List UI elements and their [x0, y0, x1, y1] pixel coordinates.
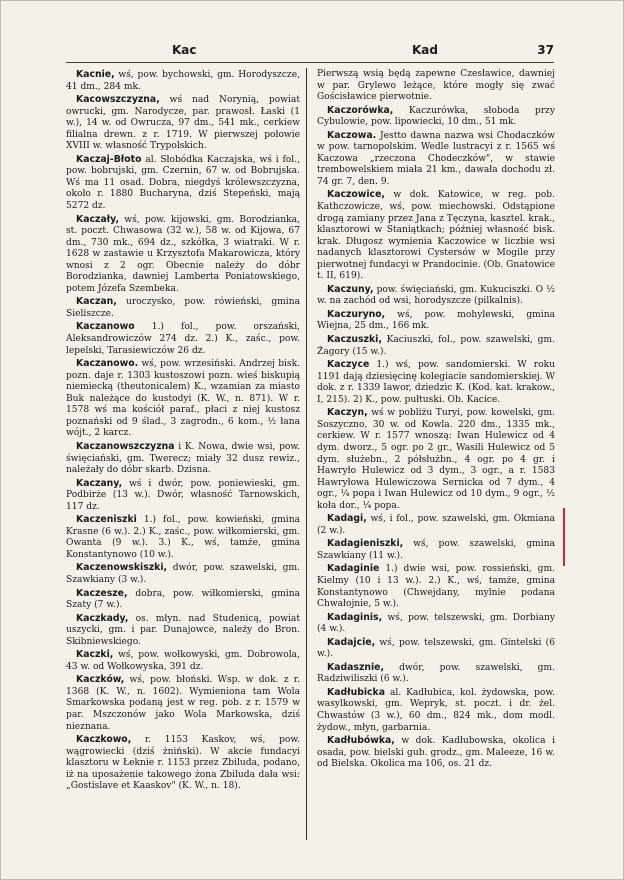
entry-text: wś, i fol., pow. szawelski, gm. Okmiana (2 w.).: [317, 514, 555, 536]
entry-text: dwór, pow. szawelski, gm. Radziwiliszki (6 w.).: [317, 662, 555, 685]
entry-headword: Kadaginis,: [327, 611, 383, 623]
entry-text: al. Kadłubica, kol. żydowska, pow. wasylkowski, gm. Wepryk, st. poczt. i dr. żel. Chwastów (3 w.), 60 dm., 824 mk., dom modl. żydow., młyn, garbarnia.: [317, 687, 555, 733]
dictionary-entry: [317, 735, 555, 771]
entry-headword: Kadłubówka,: [327, 735, 395, 747]
dictionary-entry: [317, 637, 555, 661]
entry-text: i K. Nowa, dwie wsi, pow. święciański, gm. Twerecz; miały 32 dusz rewiz., należały do dóbr skarb. Dzisna.: [66, 441, 300, 476]
running-head-left-word: Kac: [172, 43, 197, 57]
dictionary-entry: [66, 588, 300, 612]
dictionary-entry: [317, 359, 555, 406]
entry-headword: Kadagi,: [327, 513, 367, 525]
entry-headword: Kacnie,: [76, 69, 115, 80]
entry-headword: Kaczenowskiszki,: [76, 562, 168, 574]
entry-text: dobra, pow. wiłkomierski, gmina Szaty (7 w.).: [66, 588, 300, 611]
entry-text: wś, pow. kijowski, gm. Borodzianka, st. poczt. Chwasowa (32 w.), 58 w. od Kijowa, 67 dm., 730 mk., 694 dz., szkółka, 3 wiatraki. W r. 1628 w zastawie u Krzysztofa Makarowicza, który wnosi z 2 ogr. Obecnie należy do dóbr Borodzianka, dawniej Lamberta Poniatowskiego, potem Józefa Szembeka.: [66, 214, 300, 294]
dictionary-entry: [66, 478, 300, 514]
entry-text: wś, pow. szawelski, gmina Szawkiany (11 w.).: [317, 539, 555, 561]
entry-headword: Kadajcie,: [327, 636, 376, 648]
entry-headword: Kacowszczyzna,: [76, 94, 160, 106]
entry-text: wś w pobliżu Turyi, pow. kowelski, gm. Soszyczno, 30 w. od Kowla. 220 dm., 1335 mk., cerkiew. W r. 1577 wnoszą: Iwan Hulewicz od 4 dym. dworz., 5 ogr. po 2 gr., Wasili Hulewicz od 5 dym. służebn., 2 półsłużbn., 4 ogr. po 4 gr. i Hawryło Hulewicz od 3 dym., 3 ogr., a r. 1583 Hawryłowa Hulewiczowa Sernicka od 7 dym., 4 ogr., ¼ popa i Iwan Hulewicz od 10 dym., 9 ogr., ½ koła dor., ¼ popa.: [317, 408, 555, 511]
dictionary-entry: [66, 296, 300, 320]
dictionary-entry: [317, 662, 555, 686]
dictionary-entry: [66, 613, 300, 649]
dictionary-entry: [317, 407, 555, 512]
entry-text: al. Słobódka Kaczajska, wś i fol., pow. bobrujski, gm. Czernin, 67 w. od Bobrujska. Wś ma 11 osad. Dobra, niegdyś królewszczyzna, około r. 1880 Bucharyna, dziś Stepeński, mają 5272 dz.: [66, 154, 300, 212]
dictionary-entry: [317, 69, 555, 104]
left-column: [66, 69, 300, 794]
dictionary-entry: [66, 649, 300, 673]
dictionary-entry: [317, 513, 555, 537]
dictionary-entry: [317, 309, 555, 333]
dictionary-entry: [66, 674, 300, 733]
entry-text: w dok. Kadłubowska, okolica i osada, pow. bielski gub. grodz., gm. Maleeze, 16 w. od Bielska. Okolica ma 106, os. 21 dz.: [317, 736, 555, 770]
entry-text: Kaczurówka, słoboda przy Cybulowie, pow. lipowiecki, 10 dm., 51 mk.: [317, 105, 555, 128]
entry-text: wś, pow. wrzesiński. Andrzej bisk. pozn. daje r. 1303 kustoszowi pozn. wieś biskupią niemiecką (theutonicalem) K., wzamian za miasto Buk należące do kustodyi (K. W., n. 871). W r. 1578 wś ma kościół paraf., płaci z niej kustosz poznański od 9 ślad., 3 zagrodn., 6 kom., ½ łana wójt., 2 karcz.: [66, 359, 300, 439]
entry-text: wś, pow. bychowski, gm. Horodyszcze, 41 dm., 284 mk.: [66, 70, 300, 92]
dictionary-entry: [66, 94, 300, 153]
entry-text: w dok. Katowice, w reg. pob. Kathczowicze, wś, pow. miechowski. Odstąpione drogą zamiany przez Jana z Tęczyna, kasztel. krak., klasztorowi w Staniątkach; później własność bisk. krak. Długosz wymienia Kaczowice w liczbie wsi nadanych klasztorowi Cystersów w Mogile przy pierwotnej fundacyi w Prandocinie. (Ob. Gnatowice t. II, 619).: [317, 190, 555, 282]
entry-text: 1.) fol., pow. kowieński, gmina Krasne (6 w.). 2.) K., zaśc., pow. wiłkomierski, gm. Owanta (9 w.). 3.) K., wś, tamże, gmina Konstantynowo (10 w.).: [66, 515, 300, 560]
dictionary-entry: [66, 321, 300, 357]
dictionary-entry: [66, 69, 300, 93]
entry-text: wś, pow. telszewski, gm. Dorbiany (4 w.).: [317, 612, 555, 635]
entry-text: wś, pow. mohylewski, gmina Wiejna, 25 dm., 166 mk.: [317, 309, 555, 332]
entry-headword: Kaczanowo: [76, 321, 135, 333]
dictionary-entry: [317, 130, 555, 189]
dictionary-entry: [317, 563, 555, 610]
column-divider: [306, 68, 307, 840]
entry-text: 1.) fol., pow. orszański, Aleksandrowiczów 274 dz. 2.) K., zaśc., pow. lepelski, Tarasiewiczów 26 dz.: [66, 322, 300, 356]
entry-headword: Kaczuryno,: [327, 308, 386, 320]
entry-text: Jestto dawna nazwa wsi Chodaczków w pow. tarnopolskim. Wedle lustracyi z r. 1565 wś Kaczowa „rzeczona Chodeczków", w stawie trembowelskiem miała 21 km., dawała dochodu zł. 74 gr. 7, den. 9.: [317, 130, 555, 187]
entry-headword: Kaczesze,: [76, 587, 128, 599]
dictionary-entry: [66, 154, 300, 213]
entry-headword: Kaczeniszki: [76, 514, 137, 526]
dictionary-entry: [317, 687, 555, 734]
running-head-right-word: Kad: [412, 43, 438, 57]
entry-text: 1.) dwie wsi, pow. rossieński, gm. Kielmy (10 i 13 w.). 2.) K., wś, tamże, gmina Konstantynowo (Chwejdany, mylnie podana Chwałojnie, 5 w.).: [317, 564, 555, 610]
entry-headword: Kaczany,: [76, 477, 123, 489]
entry-text: 1.) wś, pow. sandomierski. W roku 1191 dają dziesięcinę kolegiacie sandomierskiej. W dok. z r. 1339 Iawor, dziedzic K. (Kod. kat. krakow., I, 215). 2) K., pow. pułtuski. Ob. Kacice.: [317, 360, 555, 405]
header-rule: [66, 62, 554, 63]
dictionary-entry: [317, 334, 555, 358]
entry-headword: Kaczały,: [76, 213, 119, 225]
dictionary-entry: [66, 734, 300, 793]
dictionary-entry: [66, 358, 300, 440]
entry-text: os. młyn. nad Studenicą, powiat uszycki, gm. i par. Dunajowce, należy do Bron. Skibniewskiego.: [66, 613, 300, 647]
entry-headword: Kaczyce: [327, 359, 370, 371]
right-column: [317, 69, 555, 772]
dictionary-entry: [317, 538, 555, 562]
entry-text: pow. święciański, gm. Kukuciszki. O ½ w. na zachód od wsi, horodyszcze (pilkalnis).: [317, 284, 555, 307]
entry-headword: Kaczorówka,: [327, 104, 394, 116]
entry-headword: Kadaginie: [327, 563, 380, 575]
entry-headword: Kaczanowszczyzna: [76, 440, 175, 452]
entry-headword: Kaczki,: [76, 649, 114, 661]
entry-headword: Kaczanowo.: [76, 358, 139, 370]
dictionary-entry: [317, 189, 555, 282]
entry-headword: Kaczowa.: [327, 129, 377, 141]
entry-headword: Kadagieniszki,: [327, 538, 404, 550]
entry-headword: Kaczuny,: [327, 283, 374, 295]
dictionary-entry: [66, 214, 300, 296]
page-number: 37: [537, 43, 554, 57]
dictionary-entry: [317, 284, 555, 308]
running-head: [66, 43, 554, 57]
dictionary-entry: [66, 514, 300, 561]
entry-headword: Kaczkady,: [76, 612, 129, 624]
entry-headword: Kaczuszki,: [327, 334, 382, 346]
dictionary-entry: [66, 562, 300, 586]
entry-text: uroczysko, pow. rówieński, gmina Sieliszcze.: [66, 297, 300, 319]
entry-text: Kaciuszki, fol., pow. szawelski, gm. Żagory (15 w.).: [317, 335, 555, 357]
entry-headword: Kaczowice,: [327, 189, 385, 201]
entry-text: Pierwszą wsią będą zapewne Czesławice, dawniej w par. Grylewo leżące, które mogły się zwać Gościsławice pierwotnie.: [317, 69, 555, 103]
dictionary-entry: [317, 612, 555, 636]
entry-headword: Kaczan,: [76, 296, 117, 308]
entry-text: wś, pow. błoński. Wsp. w dok. z r. 1368 (K. W., n. 1602). Wymieniona tam Wola Smarkowska podaną jest w reg. pob. z r. 1579 w par. Mszczonów jako Wola Markowska, dziś nieznana.: [66, 675, 300, 732]
dictionary-entry: [317, 105, 555, 129]
entry-headword: Kadłubicka: [327, 686, 386, 698]
entry-headword: Kadasznie,: [327, 661, 384, 673]
entry-text: wś i dwór, pow. poniewieski, gm. Podbirże (13 w.). Dwór, własność Tarnowskich, 117 dz.: [66, 478, 300, 512]
entry-text: wś nad Norynią, powiat owrucki, gm. Narodycze, par. prawosł. Łaski (1 w.), 14 w. od Owrucza, 97 dm., 541 mk., cerkiew filialna drewn. z r. 1719. W pierwszej połowie XVIII w. własność Trypolskich.: [66, 95, 300, 152]
entry-headword: Kaczyn,: [327, 407, 368, 419]
dictionary-entry: [66, 441, 300, 477]
entry-text: wś, pow. telszewski, gm. Gintelski (6 w.).: [317, 637, 555, 660]
entry-text: wś, pow. wołkowyski, gm. Dobrowola, 43 w. od Wołkowyska, 391 dz.: [66, 650, 300, 672]
entry-text: dwór, pow. szawelski, gm. Szawkiany (3 w.).: [66, 563, 300, 585]
entry-headword: Kaczkowo,: [76, 734, 132, 746]
margin-highlight-mark: [563, 508, 565, 566]
entry-text: r. 1153 Kaskov, wś, pow. wągrowiecki (dziś żniński). W akcie fundacyi klasztoru w Łeknie r. 1153 przez Zbiluda, podano, iż na uposażenie takowego żona Zbiluda dała wsi: „Gostislave et Kaaskov" (K. W., n. 18).: [66, 735, 300, 792]
entry-headword: Kaczków,: [76, 674, 125, 686]
entry-headword: Kaczaj-Błoto: [76, 153, 142, 165]
